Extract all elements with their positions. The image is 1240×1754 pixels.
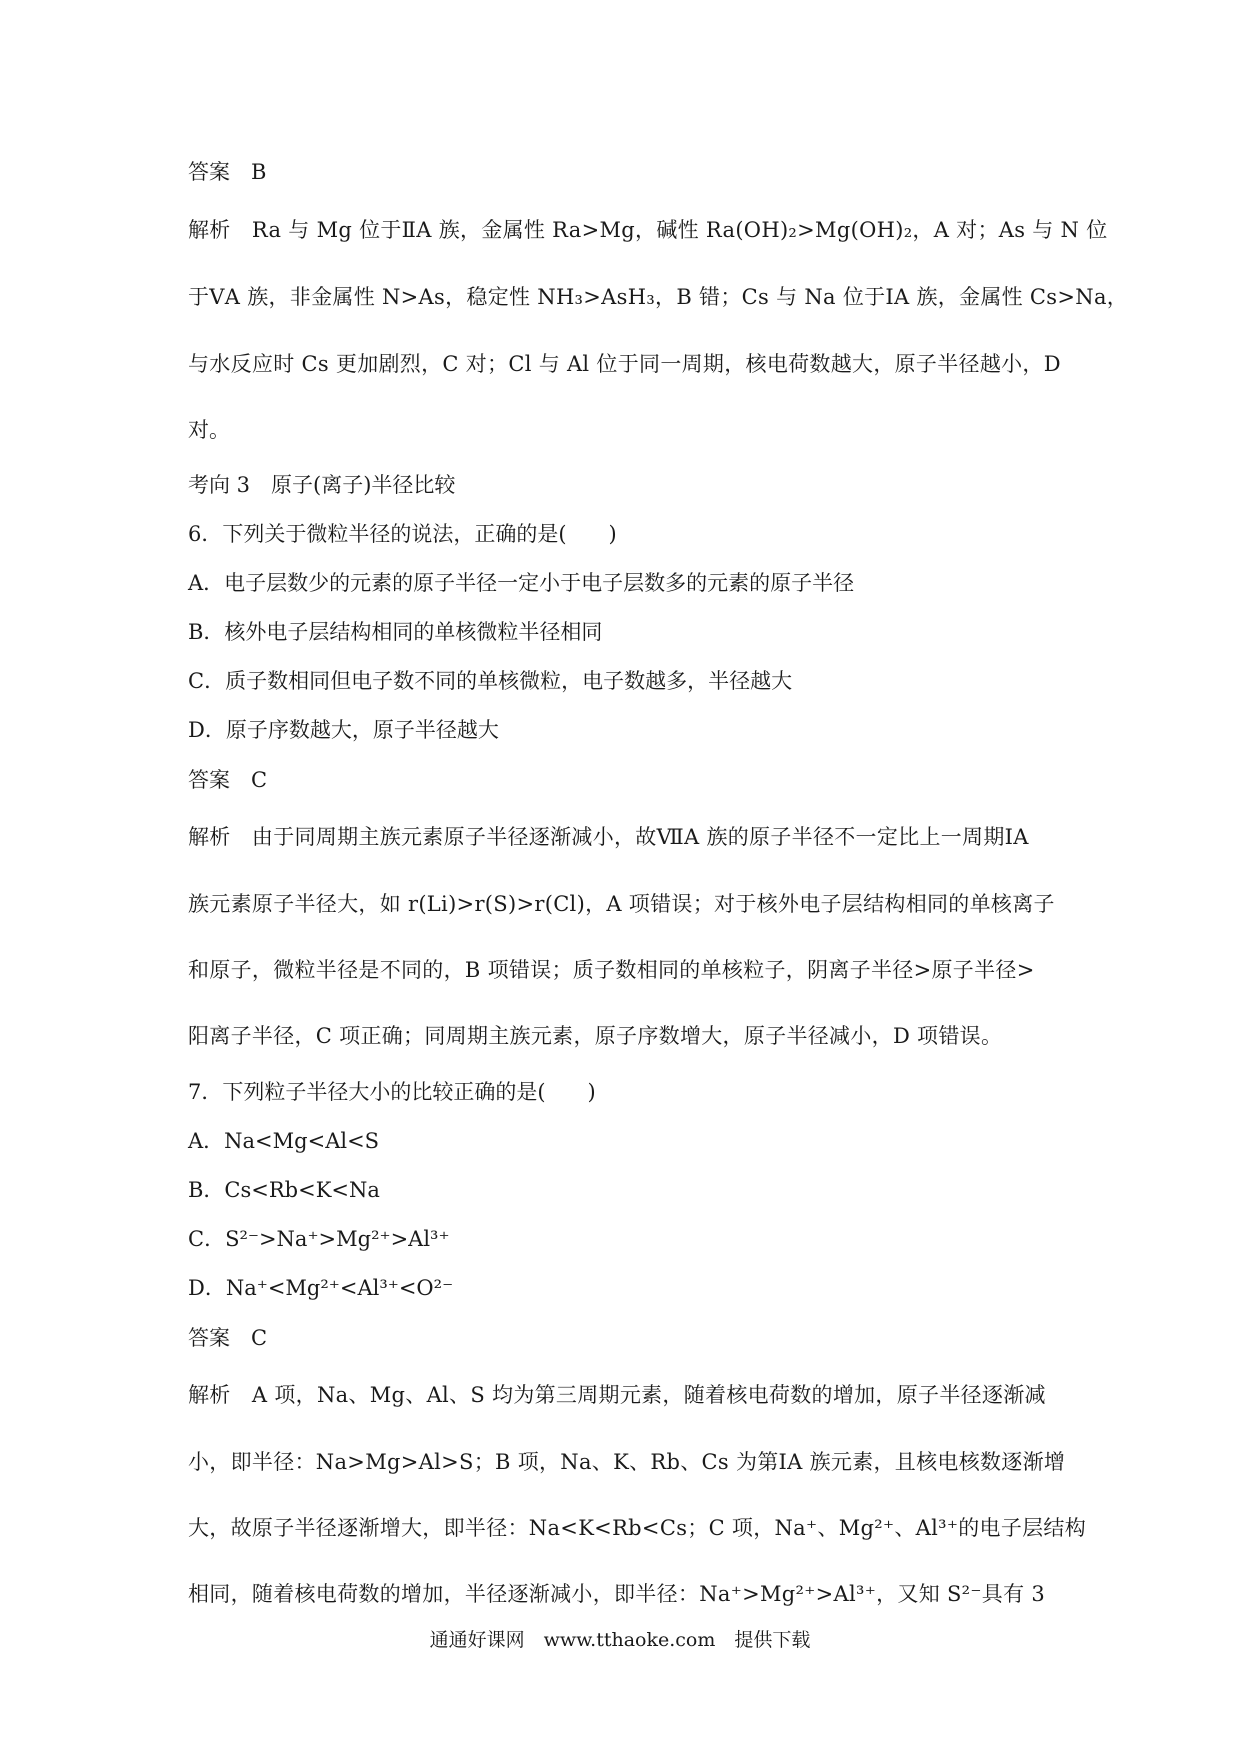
answer-7: 答案 C	[188, 1326, 268, 1350]
answer-1: 答案 B	[188, 160, 267, 184]
analysis-7-line-1: 解析 A 项，Na、Mg、Al、S 均为第三周期元素，随着核电荷数的增加，原子半径逐渐减	[188, 1383, 1046, 1407]
q7-option-d: D．Na⁺<Mg²⁺<Al³⁺<O²⁻	[188, 1276, 454, 1300]
analysis-6-line-3: 和原子，微粒半径是不同的，B 项错误；质子数相同的单核粒子，阴离子半径>原子半径>	[188, 958, 1035, 982]
q6-option-b: B．核外电子层结构相同的单核微粒半径相同	[188, 620, 603, 644]
analysis-1-line-4: 对。	[188, 418, 230, 442]
analysis-7-line-2: 小，即半径：Na>Mg>Al>S；B 项，Na、K、Rb、Cs 为第ⅠA 族元素，且核电核数逐渐增	[188, 1450, 1066, 1474]
analysis-6-line-1: 解析 由于同周期主族元素原子半径逐渐减小，故ⅦA 族的原子半径不一定比上一周期ⅠA	[188, 825, 1029, 849]
analysis-7-line-3: 大，故原子半径逐渐增大，即半径：Na<K<Rb<Cs；C 项，Na⁺、Mg²⁺、Al³⁺的电子层结构	[188, 1516, 1087, 1540]
q7-option-c: C．S²⁻>Na⁺>Mg²⁺>Al³⁺	[188, 1227, 450, 1251]
analysis-1-line-1: 解析 Ra 与 Mg 位于ⅡA 族，金属性 Ra>Mg，碱性 Ra(OH)₂>Mg(OH)₂，A 对；As 与 N 位	[188, 218, 1108, 242]
analysis-7-line-4: 相同，随着核电荷数的增加，半径逐渐减小，即半径：Na⁺>Mg²⁺>Al³⁺，又知 S²⁻具有 3	[188, 1582, 1046, 1606]
q7-option-a: A．Na<Mg<Al<S	[188, 1129, 380, 1153]
analysis-6-line-4: 阳离子半径，C 项正确；同周期主族元素，原子序数增大，原子半径减小，D 项错误。	[188, 1024, 1003, 1048]
analysis-6-line-2: 族元素原子半径大，如 r(Li)>r(S)>r(Cl)，A 项错误；对于核外电子层结构相同的单核离子	[188, 892, 1055, 916]
q6-option-c: C．质子数相同但电子数不同的单核微粒，电子数越多，半径越大	[188, 669, 793, 693]
q6-option-d: D．原子序数越大，原子半径越大	[188, 718, 499, 742]
question-6: 6．下列关于微粒半径的说法，正确的是( )	[188, 522, 617, 546]
page-footer: 通通好课网 www.tthaoke.com 提供下载	[429, 1629, 811, 1651]
section-heading: 考向 3 原子(离子)半径比较	[188, 473, 456, 497]
analysis-1-line-2: 于ⅤA 族，非金属性 N>As，稳定性 NH₃>AsH₃，B 错；Cs 与 Na 位于ⅠA 族，金属性 Cs>Na，	[188, 285, 1129, 309]
answer-6: 答案 C	[188, 768, 268, 792]
q6-option-a: A．电子层数少的元素的原子半径一定小于电子层数多的元素的原子半径	[188, 571, 855, 595]
question-7: 7．下列粒子半径大小的比较正确的是( )	[188, 1080, 596, 1104]
analysis-1-line-3: 与水反应时 Cs 更加剧烈，C 对；Cl 与 Al 位于同一周期，核电荷数越大，原子半径越小，D	[188, 352, 1061, 376]
q7-option-b: B．Cs<Rb<K<Na	[188, 1178, 380, 1202]
